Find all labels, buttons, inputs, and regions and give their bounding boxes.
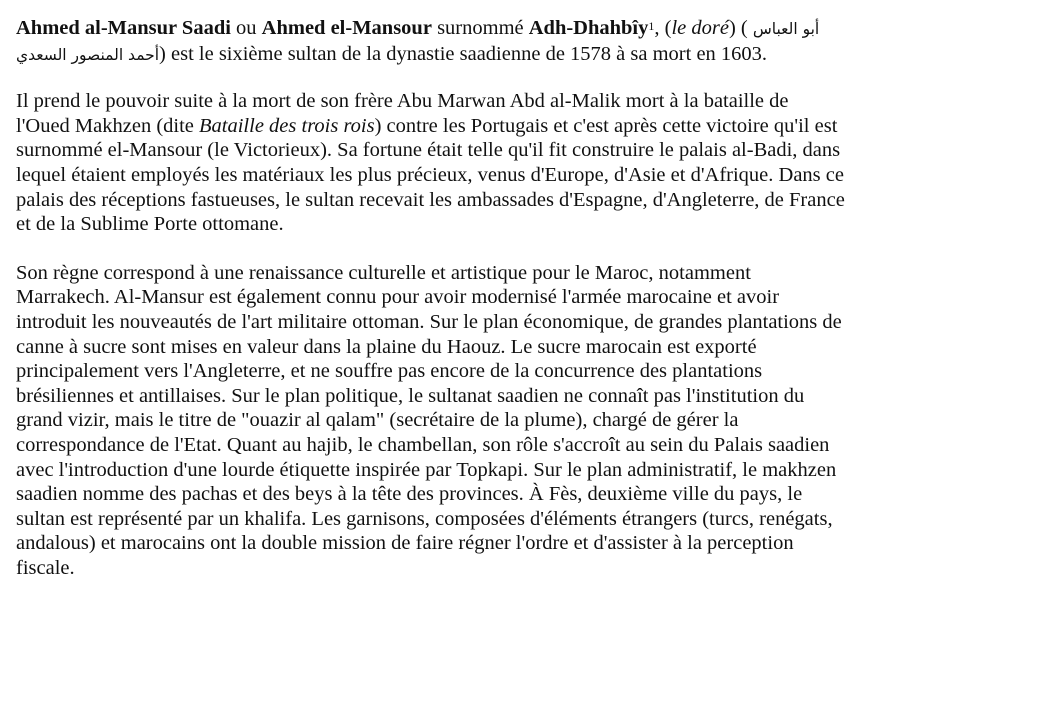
paragraph-text: ) contre les Portugais et c'est après cette victoire qu'il est	[374, 114, 838, 137]
paragraph-line: principalement vers l'Angleterre, et ne souffre pas encore de la concurrence des plantations	[16, 360, 763, 383]
document-page	[16, 16, 1028, 604]
intro-paragraph	[16, 16, 1028, 67]
intro-line-1	[16, 16, 1028, 42]
paragraph-line: correspondance de l'Etat. Quant au hajib, le chambellan, son rôle s'accroît au sein du Palais saadien	[16, 433, 830, 456]
intro-separator-close: ) (	[728, 17, 748, 39]
intro-line-2-text: ) est le sixième sultan de la dynastie saadienne de 1578 à sa mort en 1603.	[159, 42, 768, 65]
paragraph-line: et de la Sublime Porte ottomane.	[16, 213, 284, 236]
paragraph-line: palais des réceptions fastueuses, le sultan recevait les ambassades d'Espagne, d'Angleterre, de France	[16, 188, 845, 211]
paragraph-line: Marrakech. Al-Mansur est également connu pour avoir modernisé l'armée marocaine et avoir	[16, 286, 780, 309]
paragraph-line: andalous) et marocains ont la double mission de faire régner l'ordre et d'assister à la perception	[16, 532, 794, 555]
footnote-ref: 1	[648, 19, 655, 33]
paragraph-line: Il prend le pouvoir suite à la mort de son frère Abu Marwan Abd al-Malik mort à la bataille de	[16, 90, 789, 113]
arabic-name: أحمد المنصور السعدي	[16, 45, 160, 64]
paragraph-line: fiscale.	[16, 556, 75, 579]
paragraph-line: Son règne correspond à une renaissance culturelle et artistique pour le Maroc, notamment	[16, 261, 751, 284]
arabic-kunya: أبو العباس	[752, 20, 820, 38]
paragraph-line: brésiliennes et antillaises. Sur le plan politique, le sultanat saadien ne connaît pas l'institution du	[16, 384, 805, 407]
paragraph-text: l'Oued Makhzen (dite	[16, 114, 200, 137]
paragraph-line: sultan est représenté par un khalifa. Les garnisons, composées d'éléments étrangers (turcs, renégats,	[16, 507, 833, 530]
paragraph-line	[16, 114, 1028, 139]
paragraph-line: surnommé el-Mansour (le Victorieux). Sa fortune était telle qu'il fit construire le palais al-Badi, dans	[16, 139, 841, 162]
name-el-mansour: Ahmed el-Mansour	[261, 17, 432, 39]
paragraph-line: canne à sucre sont mises en valeur dans la plaine du Haouz. Le sucre marocain est exporté	[16, 335, 757, 358]
paragraph-line: lequel étaient employés les matériaux les plus précieux, venus d'Europe, d'Asie et d'Afrique. Dans ce	[16, 163, 844, 186]
paragraph-line: saadien nomme des pachas et des beys à la tête des provinces. À Fès, deuxième ville du pays, le	[16, 483, 803, 506]
battle-name-italic: Bataille des trois rois	[199, 114, 375, 137]
nickname-adh-dhahbiy: Adh-Dhahbîy	[528, 17, 649, 39]
paragraph-line: grand vizir, mais le titre de "ouazir al qalam" (secrétaire de la plume), chargé de gérer la	[16, 409, 739, 432]
reign-culture-paragraph	[16, 261, 1028, 581]
translation-le-dore: le doré	[671, 17, 729, 39]
paragraph-line: avec l'introduction d'une lourde étiquette inspirée par Topkapi. Sur le plan administratif, le makhzen	[16, 458, 837, 481]
intro-separator-surnomme: surnommé	[431, 17, 529, 39]
intro-separator-ou: ou	[230, 17, 262, 39]
intro-line-2	[16, 42, 1028, 68]
paragraph-line: introduit les nouveautés de l'art militaire ottoman. Sur le plan économique, de grandes plantations de	[16, 310, 842, 333]
name-al-mansur-saadi: Ahmed al-Mansur Saadi	[16, 17, 231, 39]
intro-separator-paren: , (	[654, 17, 672, 39]
reign-start-paragraph	[16, 89, 1028, 237]
